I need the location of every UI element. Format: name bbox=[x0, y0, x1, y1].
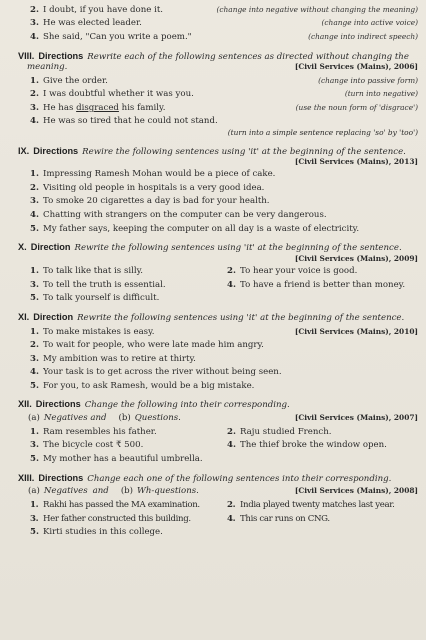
item-number: 1. bbox=[30, 266, 39, 277]
section-xiii bbox=[18, 473, 418, 538]
sub-instruction bbox=[18, 486, 418, 497]
section-instruction-cont: meaning. bbox=[27, 62, 68, 73]
item-number: 5. bbox=[30, 223, 39, 234]
exam-source: [Civil Services (Mains), 2006] bbox=[294, 62, 418, 72]
directions-label: Direction bbox=[30, 242, 71, 253]
item-text: Ram resembles his father. bbox=[43, 426, 157, 437]
list-item bbox=[221, 280, 418, 291]
item-text: I was doubtful whether it was you. bbox=[43, 89, 194, 100]
section-number: X. bbox=[18, 242, 27, 253]
item-number: 4. bbox=[227, 513, 236, 524]
list-row bbox=[18, 280, 418, 291]
section-heading bbox=[18, 51, 418, 63]
item-text: My father says, keeping the computer on all day is a waste of electricity. bbox=[43, 223, 360, 234]
section-number: IX. bbox=[18, 145, 30, 156]
item-number: 1. bbox=[30, 326, 39, 337]
sub-text-a: Negatives and bbox=[43, 413, 107, 424]
list-item bbox=[18, 76, 418, 87]
item-number: 2. bbox=[227, 499, 236, 510]
item-text: He was so tired that he could not stand. bbox=[43, 116, 218, 127]
item-text: He was elected leader. bbox=[43, 18, 142, 29]
section-instruction: Change the following into their corresponding. bbox=[84, 400, 290, 411]
list-item bbox=[18, 183, 418, 194]
list-item bbox=[30, 500, 221, 511]
section-viii bbox=[18, 51, 418, 138]
section-instruction: Rewrite the following sentences using 'it' at the beginning of the sentence. bbox=[77, 313, 405, 324]
list-item bbox=[18, 527, 418, 538]
item-number: 3. bbox=[30, 513, 39, 524]
item-text: She said, "Can you write a poem." bbox=[43, 31, 192, 42]
item-text: To talk yourself is difficult. bbox=[43, 293, 160, 304]
item-instruction: (turn into negative) bbox=[344, 89, 418, 99]
list-item bbox=[18, 367, 418, 378]
list-row bbox=[18, 266, 418, 277]
list-item bbox=[18, 32, 418, 43]
item-text: To talk like that is silly. bbox=[43, 266, 144, 277]
exam-source: [Civil Services (Mains), 2013] bbox=[294, 157, 418, 167]
item-number: 4. bbox=[227, 440, 236, 451]
item-number: 5. bbox=[30, 293, 39, 304]
directions-label: Directions bbox=[38, 472, 84, 483]
sub-label-a: (a) bbox=[28, 486, 40, 497]
exam-source: [Civil Services (Mains), 2008] bbox=[294, 486, 418, 496]
section-heading bbox=[18, 146, 418, 158]
list-item bbox=[18, 169, 418, 180]
item-number: 5. bbox=[30, 527, 39, 538]
section-number: VIII. bbox=[18, 50, 35, 61]
item-instruction: (use the noun form of 'disgrace') bbox=[295, 102, 418, 112]
list-item bbox=[18, 18, 418, 29]
item-number: 5. bbox=[30, 380, 39, 391]
section-xii bbox=[18, 399, 418, 464]
item-instruction: (change into active voice) bbox=[321, 18, 418, 28]
directions-label: Direction bbox=[33, 312, 74, 323]
item-text: Chatting with strangers on the computer can be very dangerous. bbox=[43, 209, 327, 220]
section-instruction: Rewrite the following sentences using 'it' at the beginning of the sentence. bbox=[74, 243, 402, 254]
sub-text-b: Questions. bbox=[134, 413, 181, 424]
item-number: 2. bbox=[30, 182, 39, 193]
section-ix bbox=[18, 146, 418, 235]
section-number: XII. bbox=[18, 399, 32, 410]
sub-label-a: (a) bbox=[28, 413, 40, 424]
item-number: 4. bbox=[30, 31, 39, 42]
sub-text-and: and bbox=[92, 486, 109, 497]
section-xi bbox=[18, 312, 418, 391]
list-item bbox=[18, 454, 418, 465]
item-text: Rakhi has passed the MA examination. bbox=[43, 499, 200, 510]
item-text: This car runs on CNG. bbox=[240, 513, 330, 524]
item-text: India played twenty matches last year. bbox=[240, 499, 395, 510]
list-item bbox=[221, 500, 418, 511]
section-instruction: Rewire the following sentences using 'it' at the beginning of the sentence. bbox=[82, 146, 406, 157]
section-instruction: Rewrite each of the following sentences as directed without changing the bbox=[87, 51, 409, 62]
list-item bbox=[30, 514, 221, 525]
list-item bbox=[18, 89, 418, 100]
item-number: 4. bbox=[227, 279, 236, 290]
item-number: 4. bbox=[30, 116, 39, 127]
item-number: 2. bbox=[30, 89, 39, 100]
sub-label-b: (b) bbox=[118, 413, 131, 424]
item-text: Your task is to get across the river without being seen. bbox=[43, 367, 282, 378]
item-text: Her father constructed this building. bbox=[43, 513, 191, 524]
item-text: To smoke 20 cigarettes a day is bad for your health. bbox=[43, 196, 270, 207]
sub-text-b: Wh-questions. bbox=[137, 486, 199, 497]
item-number: 2. bbox=[227, 426, 236, 437]
list-item bbox=[18, 224, 418, 235]
list-item bbox=[221, 266, 418, 277]
exam-source: [Civil Services (Mains), 2010] bbox=[294, 326, 418, 336]
list-item bbox=[221, 427, 418, 438]
sub-text-a: Negatives bbox=[43, 486, 88, 497]
underlined-word: disgraced bbox=[76, 102, 119, 113]
item-text: Raju studied French. bbox=[240, 426, 332, 437]
item-instruction: (change into passive form) bbox=[318, 75, 418, 85]
item-instruction-line bbox=[18, 128, 418, 137]
section-x bbox=[18, 242, 418, 304]
directions-label: Directions bbox=[33, 145, 79, 156]
list-item bbox=[18, 116, 418, 127]
item-text: To hear your voice is good. bbox=[240, 266, 358, 277]
directions-label: Directions bbox=[35, 399, 81, 410]
section-number: XI. bbox=[18, 312, 30, 323]
list-item bbox=[18, 5, 418, 16]
list-item bbox=[18, 327, 418, 338]
list-item bbox=[18, 354, 418, 365]
exam-source: [Civil Services (Mains), 2009] bbox=[294, 254, 418, 264]
sub-instruction bbox=[18, 413, 418, 424]
list-item bbox=[30, 427, 221, 438]
item-number: 3. bbox=[30, 440, 39, 451]
previous-section-items bbox=[18, 5, 418, 43]
item-number: 3. bbox=[30, 279, 39, 290]
item-instruction: (change into indirect speech) bbox=[308, 31, 418, 41]
item-text: To have a friend is better than money. bbox=[240, 279, 406, 290]
section-heading-continued bbox=[18, 62, 418, 73]
exam-source: [Civil Services (Mains), 2007] bbox=[294, 413, 418, 423]
item-number: 3. bbox=[30, 196, 39, 207]
list-item bbox=[30, 266, 221, 277]
section-heading bbox=[18, 473, 418, 485]
item-number: 4. bbox=[30, 367, 39, 378]
item-text: I doubt, if you have done it. bbox=[43, 4, 164, 15]
item-text: The bicycle cost ₹ 500. bbox=[43, 440, 144, 451]
list-item bbox=[18, 196, 418, 207]
list-row bbox=[18, 440, 418, 451]
list-item bbox=[18, 210, 418, 221]
item-number: 2. bbox=[30, 4, 39, 15]
item-text: Impressing Ramesh Mohan would be a piece of cake. bbox=[43, 169, 276, 180]
list-item bbox=[30, 440, 221, 451]
directions-label: Directions bbox=[38, 50, 84, 61]
section-heading bbox=[18, 242, 418, 254]
item-number: 1. bbox=[30, 499, 39, 510]
item-text: Kirti studies in this college. bbox=[43, 527, 163, 538]
item-text: Visiting old people in hospitals is a very good idea. bbox=[43, 182, 265, 193]
item-text: Give the order. bbox=[43, 75, 108, 86]
item-instruction: (turn into a simple sentence replacing 'so' by 'too') bbox=[227, 128, 418, 138]
item-text bbox=[43, 103, 290, 114]
item-number: 3. bbox=[30, 353, 39, 364]
item-text: To make mistakes is easy. bbox=[43, 326, 155, 337]
item-instruction: (change into negative without changing the meaning) bbox=[216, 4, 418, 14]
item-text: To tell the truth is essential. bbox=[43, 279, 166, 290]
sub-label-b: (b) bbox=[120, 486, 134, 497]
item-text: My ambition was to retire at thirty. bbox=[43, 353, 196, 364]
list-item bbox=[18, 381, 418, 392]
item-text-post: his family. bbox=[118, 102, 166, 113]
item-number: 3. bbox=[30, 18, 39, 29]
item-number: 1. bbox=[30, 169, 39, 180]
list-item bbox=[18, 293, 418, 304]
list-item bbox=[221, 514, 418, 525]
section-heading bbox=[18, 312, 418, 324]
item-text: For you, to ask Ramesh, would be a big mistake. bbox=[43, 380, 255, 391]
item-number: 5. bbox=[30, 453, 39, 464]
item-number: 2. bbox=[227, 266, 236, 277]
item-number: 3. bbox=[30, 102, 39, 113]
item-text: The thief broke the window open. bbox=[240, 440, 387, 451]
list-item bbox=[18, 103, 418, 114]
list-item bbox=[221, 440, 418, 451]
section-heading bbox=[18, 399, 418, 411]
item-number: 4. bbox=[30, 209, 39, 220]
list-row bbox=[18, 500, 418, 511]
item-number: 1. bbox=[30, 75, 39, 86]
item-number: 2. bbox=[30, 340, 39, 351]
item-text-pre: He has bbox=[43, 102, 77, 113]
list-row bbox=[18, 514, 418, 525]
item-number: 1. bbox=[30, 426, 39, 437]
section-number: XIII. bbox=[18, 472, 35, 483]
section-instruction: Change each one of the following sentences into their corresponding. bbox=[87, 473, 392, 484]
list-row bbox=[18, 427, 418, 438]
item-text: My mother has a beautiful umbrella. bbox=[43, 453, 203, 464]
list-item bbox=[18, 340, 418, 351]
item-text: To wait for people, who were late made him angry. bbox=[43, 340, 264, 351]
list-item bbox=[30, 280, 221, 291]
